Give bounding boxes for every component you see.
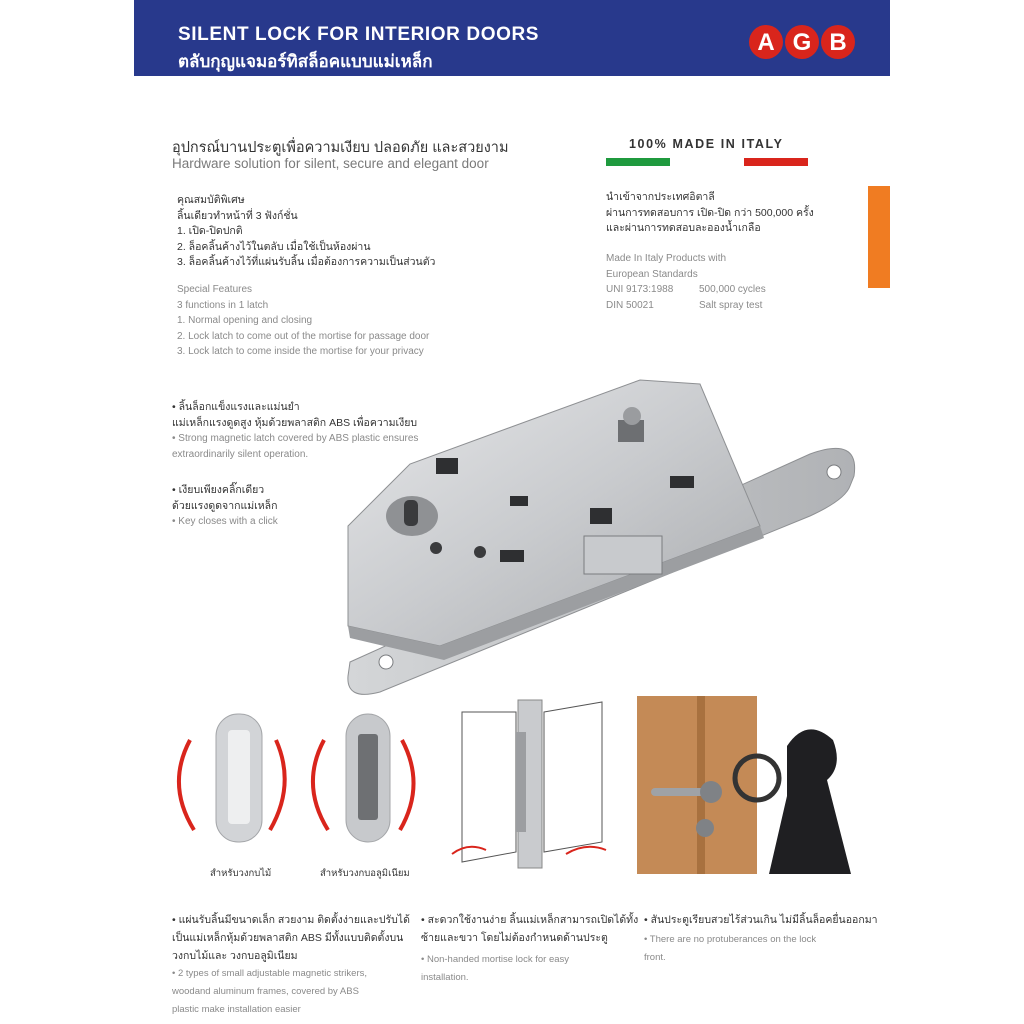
feature-en: • Key closes with a click [172,516,278,528]
footer-non-handed [421,911,638,987]
footer-th: เป็นแม่เหล็กหุ้มด้วยพลาสติก ABS มีทั้งแบบติดตั้งบน [172,932,404,944]
feature-th: แม่เหล็กแรงดูดสูง หุ้มด้วยพลาสติก ABS เพื่อความเงียบ [172,416,418,429]
case-slot [670,476,694,488]
magnetic-strikers-image [172,700,442,850]
headline-thai: อุปกรณ์บานประตูเพื่อความเงียบ ปลอดภัย และสวยงาม [172,140,509,156]
footer-en: front. [644,952,666,963]
wood-frame-striker-slot [228,730,250,824]
latch-window [584,536,662,574]
special-features-english [177,282,429,360]
standard-cell: Salt spray test [699,300,763,312]
agb-logo [748,24,856,60]
feature-line: คุณสมบัติพิเศษ [177,194,245,206]
standards-row [606,298,806,314]
feature-line: 3. Lock latch to come inside the mortise for your privacy [177,346,424,358]
rotate-arrow-right-2 [400,740,414,830]
case-slot [590,508,612,524]
feature-click-close [172,483,278,530]
mortise-lock-image [340,376,860,696]
banner-subtitle-thai: ตลับกุญแจมอร์ทิสล็อคแบบแม่เหล็ก [178,52,433,71]
import-line: และผ่านการทดสอบละอองน้ำเกลือ [606,222,761,235]
door-right-leaf [544,702,602,852]
standard-cell: European Standards [606,268,698,280]
footer-en: plastic make installation easier [172,1004,301,1015]
woman-inspecting-door-photo [637,696,855,874]
swing-arrow-left [452,847,486,854]
feature-line: 1. เปิด-ปิดปกติ [177,225,243,238]
case-slot [510,496,528,506]
standard-cell: UNI 9173:1988 [606,284,674,296]
footer-en: • There are no protuberances on the lock [644,934,817,945]
footer-flush-front [644,911,878,967]
logo-letter-b: B [829,29,847,56]
feature-en: • Strong magnetic latch covered by ABS plastic ensures [172,433,419,445]
door-diagram-image [446,692,622,872]
standards-row [606,251,806,267]
feature-th: • ลิ้นล็อกแข็งแรงและแม่นยำ [172,401,300,413]
feature-line: 2. ล็อคลิ้นค้างไว้ในตลับ เมื่อใช้เป็นห้องผ่าน [177,240,371,253]
logo-letter-g: G [792,29,812,56]
feature-line: 3 functions in 1 latch [177,299,269,311]
footer-en: • 2 types of small adjustable magnetic strikers, [172,968,367,979]
header-banner [134,0,890,76]
standards-row [606,282,806,298]
case-screw-hole [623,407,641,425]
import-line: นำเข้าจากประเทศอิตาลี [606,191,715,203]
flag-red-bar [744,158,808,166]
door-keyhole [696,819,714,837]
feature-en: extraordinarily silent operation. [172,448,309,460]
standard-cell: Made In Italy Products with [606,253,727,264]
feature-th: • เงียบเพียงคลิ๊กเดียว [172,484,265,496]
key-slot [404,500,418,526]
footer-th: • แผ่นรับลิ้นมีขนาดเล็ก สวยงาม ติดตั้งง่ายและปรับได้ [172,914,410,926]
import-line: ผ่านการทดสอบการ เปิด-ปิด กว่า 500,000 ครั้ง [606,206,814,219]
case-screw-hole [474,546,486,558]
special-features-thai [177,193,435,271]
swing-arrow-right [566,847,606,854]
footer-th: วงกบไม้และ วงกบอลูมิเนียม [172,950,298,962]
feature-line: 2. Lock latch to come out of the mortise for passage door [177,330,430,342]
caption-aluminum-frame: สำหรับวงกบอลูมิเนียม [320,868,410,879]
footer-en: • Non-handed mortise lock for easy [421,954,570,965]
feature-line: 3. ล็อคลิ้นค้างไว้ที่แผ่นรับลิ้น เมื่อต้องการความเป็นส่วนตัว [177,256,436,269]
orange-side-tab [868,186,890,288]
made-in-italy-label: 100% MADE IN ITALY [629,137,784,151]
feature-line: Special Features [177,284,253,295]
door-lock-case [516,732,526,832]
rotate-arrow-left [179,740,194,830]
standard-cell: DIN 50021 [606,300,654,312]
feature-th: ด้วยแรงดูดจากแม่เหล็ก [172,499,278,512]
faceplate-screw-hole [827,465,841,479]
caption-wood-frame: สำหรับวงกบไม้ [210,868,272,879]
standards-row [606,267,806,283]
footer-en: woodand aluminum frames, covered by ABS [172,986,359,997]
logo-letter-a: A [757,29,775,56]
flag-green-bar [606,158,670,166]
feature-line: 1. Normal opening and closing [177,315,313,327]
case-screw-hole [430,542,442,554]
headline-english: Hardware solution for silent, secure and elegant door [172,156,489,171]
rotate-arrow-right [313,740,328,830]
footer-strikers [172,911,410,1019]
door-left-leaf [462,712,516,862]
footer-th: ซ้ายและขวา โดยไม่ต้องกำหนดด้านประตู [421,932,608,944]
standards-table [606,251,806,314]
banner-title: SILENT LOCK FOR INTERIOR DOORS [178,24,540,45]
feature-line: ลิ้นเดียวทำหน้าที่ 3 ฟังก์ชั่น [177,209,298,222]
import-info-thai [606,190,814,237]
faceplate-screw-hole [379,655,393,669]
standard-cell: 500,000 cycles [699,284,766,296]
door-rose [700,781,722,803]
aluminum-frame-striker-slot [358,734,378,820]
footer-en: installation. [421,972,469,983]
rotate-arrow-left-2 [270,740,285,830]
case-slot [500,550,524,562]
footer-th: • สันประตูเรียบสวยไร้ส่วนเกิน ไม่มีลิ้นล็อคยื่นออกมา [644,914,878,926]
case-slot [436,458,458,474]
footer-th: • สะดวกใช้งานง่าย ลิ้นแม่เหล็กสามารถเปิดได้ทั้ง [421,914,639,926]
